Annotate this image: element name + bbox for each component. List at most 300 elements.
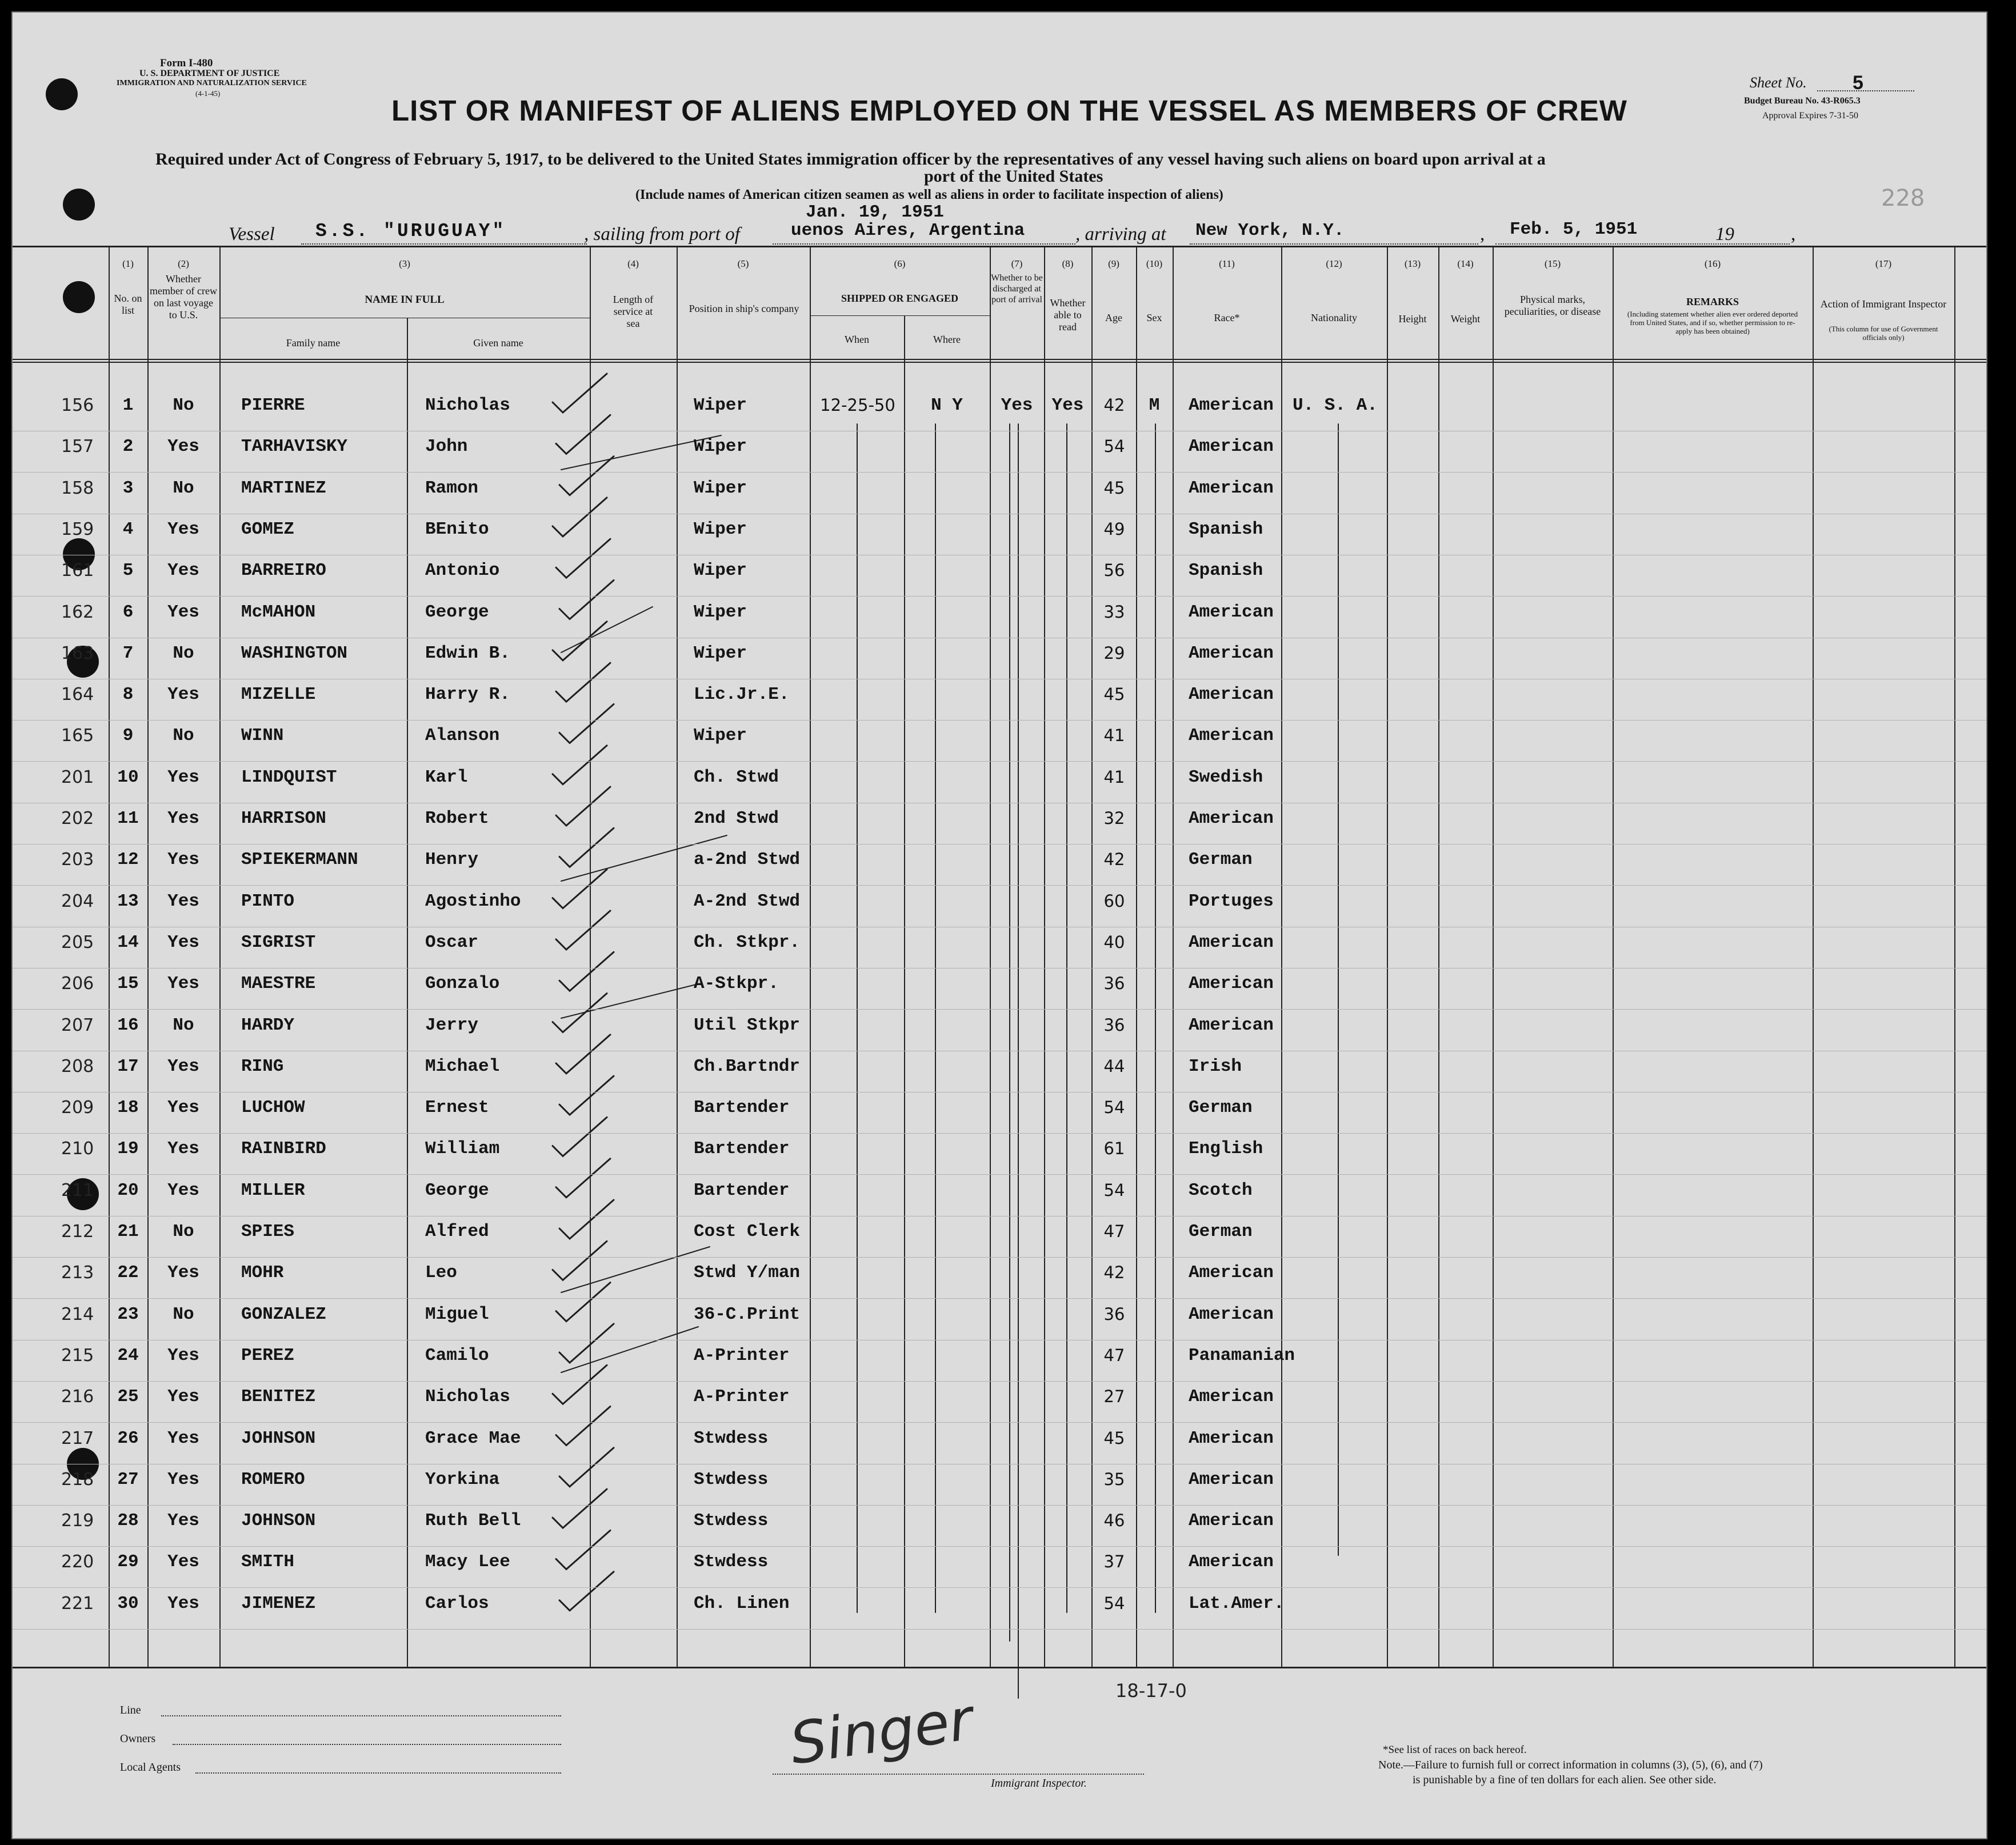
row-race: American xyxy=(1189,685,1274,705)
row-position: A-2nd Stwd xyxy=(694,891,801,911)
row-no: 26 xyxy=(117,1428,139,1448)
row-prev: Yes xyxy=(167,1345,199,1366)
row-position: Wiper xyxy=(694,726,747,746)
row-reference-number: 217 xyxy=(61,1428,94,1448)
row-position: Wiper xyxy=(694,561,747,581)
row-age: 32 xyxy=(1103,809,1125,828)
row-no: 15 xyxy=(117,974,139,994)
col17-header: Action of Immigrant Inspector xyxy=(1820,298,1947,310)
row-family: MAESTRE xyxy=(241,974,316,994)
row-prev: Yes xyxy=(167,561,199,581)
row-rule xyxy=(13,1174,1986,1175)
row-no: 29 xyxy=(117,1552,139,1572)
row-position: Bartender xyxy=(694,1139,790,1159)
owners-label: Owners xyxy=(120,1732,156,1745)
row-position: A-Printer xyxy=(694,1387,790,1407)
row-reference-number: 161 xyxy=(61,561,94,581)
col12-header: Nationality xyxy=(1311,312,1357,323)
header-bottom-border xyxy=(13,359,1986,360)
row-position: 2nd Stwd xyxy=(694,809,779,829)
col8-header: Whether able to read xyxy=(1050,297,1086,333)
row-no: 1 xyxy=(122,395,134,415)
row-given: Nicholas xyxy=(425,1387,510,1407)
row-family: HARRISON xyxy=(241,809,326,829)
col3-header: NAME IN FULL xyxy=(365,294,445,306)
row-age: 41 xyxy=(1103,767,1125,787)
row-race: American xyxy=(1189,932,1274,952)
row-reference-number: 216 xyxy=(61,1387,94,1407)
row-position: Ch. Stwd xyxy=(694,767,779,787)
arriving-port: New York, N.Y. xyxy=(1195,221,1345,241)
agents-dots xyxy=(195,1772,561,1774)
row-given: Macy Lee xyxy=(425,1552,510,1572)
row-family: HARDY xyxy=(241,1015,295,1035)
row-rule xyxy=(13,1587,1986,1588)
table-bottom-border xyxy=(13,1667,1986,1668)
row-family: WINN xyxy=(241,726,284,746)
row-reference-number: 208 xyxy=(61,1056,94,1076)
row-no: 18 xyxy=(117,1098,139,1118)
row-given: Yorkina xyxy=(425,1469,500,1490)
row-reference-number: 220 xyxy=(61,1552,94,1572)
col10-num: (10) xyxy=(1146,258,1163,269)
row-position: Stwdess xyxy=(694,1428,769,1448)
row-no: 25 xyxy=(117,1387,139,1407)
row-age: 29 xyxy=(1103,643,1125,663)
row-prev: No xyxy=(173,726,194,746)
col3-num: (3) xyxy=(399,258,410,269)
punch-hole xyxy=(46,78,78,110)
col4-num: (4) xyxy=(627,258,639,269)
row-reference-number: 203 xyxy=(61,850,94,870)
row-prev: No xyxy=(173,478,194,498)
col-line-10 xyxy=(1136,246,1137,1667)
row-age: 60 xyxy=(1103,891,1125,911)
row-race: English xyxy=(1189,1139,1263,1159)
row-family: ROMERO xyxy=(241,1469,305,1490)
row-family: GOMEZ xyxy=(241,519,295,539)
form-number: Form I-480 xyxy=(160,57,213,69)
col-line-16 xyxy=(1613,246,1614,1667)
row-no: 23 xyxy=(117,1304,139,1324)
col16-note: (Including statement whether alien ever ordered deported from United States, and if so, whether permission to re-apply has been obtained) xyxy=(1627,310,1798,335)
row-read: Yes xyxy=(1051,395,1084,415)
col1-num: (1) xyxy=(122,258,134,269)
races-note: *See list of races on back hereof. xyxy=(1383,1744,1527,1756)
row-prev: Yes xyxy=(167,519,199,539)
row-family: PINTO xyxy=(241,891,295,911)
row-position: Lic.Jr.E. xyxy=(694,685,790,705)
row-family: BENITEZ xyxy=(241,1387,316,1407)
row-prev: No xyxy=(173,1304,194,1324)
row-prev: Yes xyxy=(167,1387,199,1407)
row-age: 41 xyxy=(1103,726,1125,746)
row-reference-number: 221 xyxy=(61,1593,94,1614)
row-position: Wiper xyxy=(694,437,747,457)
row-age: 40 xyxy=(1103,932,1125,952)
row-given: BEnito xyxy=(425,519,489,539)
row-rule xyxy=(13,1505,1986,1506)
row-race: American xyxy=(1189,478,1274,498)
row-reference-number: 206 xyxy=(61,974,94,994)
row-no: 21 xyxy=(117,1222,139,1242)
col4-header: Length of service at sea xyxy=(613,294,654,329)
col6-num: (6) xyxy=(894,258,906,269)
arrival-date: Feb. 5, 1951 xyxy=(1510,219,1638,239)
row-prev: Yes xyxy=(167,891,199,911)
row-reference-number: 158 xyxy=(61,478,94,498)
row-age: 42 xyxy=(1103,850,1125,870)
row-prev: Yes xyxy=(167,1263,199,1283)
row-prev: No xyxy=(173,395,194,415)
row-position: Ch. Linen xyxy=(694,1593,790,1614)
row-rule xyxy=(13,472,1986,473)
row-age: 61 xyxy=(1103,1139,1125,1159)
col-line-4 xyxy=(590,246,591,1667)
col14-num: (14) xyxy=(1457,258,1474,269)
col-line-5 xyxy=(677,246,678,1667)
sailing-line xyxy=(773,243,1075,245)
row-prev: Yes xyxy=(167,437,199,457)
row-race: American xyxy=(1189,437,1274,457)
row-when: 12-25-50 xyxy=(820,395,895,415)
row-rule xyxy=(13,1629,1986,1630)
col-line-11 xyxy=(1173,246,1174,1667)
row-family: RING xyxy=(241,1056,284,1076)
row-prev: Yes xyxy=(167,1428,199,1448)
manifest-page xyxy=(11,11,1987,1839)
row-family: MARTINEZ xyxy=(241,478,326,498)
row-position: Wiper xyxy=(694,395,747,415)
col-line-6 xyxy=(810,246,811,1667)
row-family: PIERRE xyxy=(241,395,305,415)
row-reference-number: 201 xyxy=(61,767,94,787)
row-no: 2 xyxy=(122,437,134,457)
row-given: Grace Mae xyxy=(425,1428,521,1448)
row-family: PEREZ xyxy=(241,1345,295,1366)
row-age: 56 xyxy=(1103,561,1125,581)
row-given: Miguel xyxy=(425,1304,489,1324)
col-line-17 xyxy=(1813,246,1814,1667)
year-prefix: 19 xyxy=(1715,224,1734,245)
row-given: Alanson xyxy=(425,726,500,746)
col2-header: Whether member of crew on last voyage to U.S. xyxy=(150,273,217,321)
row-family: GONZALEZ xyxy=(241,1304,326,1324)
row-position: 36-C.Print xyxy=(694,1304,801,1324)
agents-label: Local Agents xyxy=(120,1761,181,1774)
col-line-3 xyxy=(219,246,221,1667)
col-line-12 xyxy=(1281,246,1282,1667)
row-no: 30 xyxy=(117,1593,139,1614)
col10-header: Sex xyxy=(1146,312,1162,323)
row-rule xyxy=(13,844,1986,845)
row-reference-number: 164 xyxy=(61,685,94,705)
row-reference-number: 162 xyxy=(61,602,94,622)
row-no: 24 xyxy=(117,1345,139,1366)
row-family: MILLER xyxy=(241,1180,305,1200)
col-line-1 xyxy=(109,246,110,1667)
col1-header: No. on list xyxy=(114,293,142,316)
row-given: Ernest xyxy=(425,1098,489,1118)
row-reference-number: 205 xyxy=(61,932,94,952)
col-line-13 xyxy=(1387,246,1388,1667)
row-position: A-Printer xyxy=(694,1345,790,1366)
col2-num: (2) xyxy=(178,258,189,269)
page-stamp-number: 228 xyxy=(1881,185,1925,211)
row-family: JOHNSON xyxy=(241,1428,316,1448)
row-position: Ch. Stkpr. xyxy=(694,932,801,952)
row-rule xyxy=(13,885,1986,886)
inspector-label: Immigrant Inspector. xyxy=(991,1777,1087,1790)
row-sex: M xyxy=(1149,395,1160,415)
row-age: 27 xyxy=(1103,1387,1125,1407)
row-given: Antonio xyxy=(425,561,500,581)
row-race: German xyxy=(1189,1098,1253,1118)
row-age: 47 xyxy=(1103,1345,1125,1365)
row-race: American xyxy=(1189,1428,1274,1448)
col9-num: (9) xyxy=(1108,258,1119,269)
col-line-18 xyxy=(1954,246,1955,1667)
row-no: 22 xyxy=(117,1263,139,1283)
row-prev: Yes xyxy=(167,1056,199,1076)
row-age: 35 xyxy=(1103,1469,1125,1489)
row-prev: Yes xyxy=(167,685,199,705)
row-given: George xyxy=(425,1180,489,1200)
row-family: LINDQUIST xyxy=(241,767,337,787)
row-reference-number: 212 xyxy=(61,1222,94,1242)
comma: , xyxy=(1480,224,1485,245)
row-reference-number: 210 xyxy=(61,1139,94,1159)
row-rule xyxy=(13,761,1986,762)
line-label: Line xyxy=(120,1704,141,1716)
row-given: Nicholas xyxy=(425,395,510,415)
row-rule xyxy=(13,1381,1986,1382)
inspector-dots xyxy=(773,1774,1144,1775)
row-given: Harry R. xyxy=(425,685,510,705)
col3a-header: Family name xyxy=(286,337,341,349)
col15-header: Physical marks, peculiarities, or disease xyxy=(1504,294,1601,317)
row-family: RAINBIRD xyxy=(241,1139,326,1159)
row-race: American xyxy=(1189,1263,1274,1283)
row-age: 37 xyxy=(1103,1552,1125,1572)
row-reference-number: 209 xyxy=(61,1098,94,1118)
row-no: 19 xyxy=(117,1139,139,1159)
punch-hole xyxy=(63,189,95,221)
row-no: 5 xyxy=(122,561,134,581)
row-position: Bartender xyxy=(694,1180,790,1200)
row-prev: Yes xyxy=(167,809,199,829)
col6b-header: Where xyxy=(933,334,961,345)
col13-num: (13) xyxy=(1404,258,1421,269)
row-age: 42 xyxy=(1103,395,1125,415)
row-where: N Y xyxy=(931,395,963,415)
row-race: American xyxy=(1189,1511,1274,1531)
row-age: 44 xyxy=(1103,1056,1125,1076)
row-age: 46 xyxy=(1103,1511,1125,1531)
row-race: Lat.Amer. xyxy=(1189,1593,1285,1614)
row-age: 36 xyxy=(1103,1304,1125,1324)
row-race: American xyxy=(1189,809,1274,829)
row-reference-number: 165 xyxy=(61,726,94,746)
row-race: Scotch xyxy=(1189,1180,1253,1200)
col16-header: REMARKS xyxy=(1686,296,1739,307)
row-given: Alfred xyxy=(425,1222,489,1242)
arriving-line xyxy=(1190,243,1478,245)
row-reference-number: 215 xyxy=(61,1345,94,1366)
col6-header: SHIPPED OR ENGAGED xyxy=(841,293,959,304)
col7-header: Whether to be discharged at port of arrival xyxy=(991,273,1043,305)
row-no: 3 xyxy=(122,478,134,498)
row-position: Bartender xyxy=(694,1098,790,1118)
row-race: American xyxy=(1189,1469,1274,1490)
col17-num: (17) xyxy=(1875,258,1892,269)
row-no: 28 xyxy=(117,1511,139,1531)
row-age: 47 xyxy=(1103,1222,1125,1241)
row-race: American xyxy=(1189,1387,1274,1407)
row-position: Stwdess xyxy=(694,1511,769,1531)
col6a-header: When xyxy=(845,334,869,345)
row-prev: Yes xyxy=(167,932,199,952)
col-line-14 xyxy=(1438,246,1439,1667)
row-no: 16 xyxy=(117,1015,139,1035)
vessel-label: Vessel xyxy=(229,224,275,245)
row-given: Gonzalo xyxy=(425,974,500,994)
row-race: Panamanian xyxy=(1189,1345,1295,1366)
col-line-3b xyxy=(407,318,408,1667)
row-race: German xyxy=(1189,850,1253,870)
row-rule xyxy=(13,596,1986,597)
row-family: SMITH xyxy=(241,1552,295,1572)
row-no: 20 xyxy=(117,1180,139,1200)
row-nationality: U. S. A. xyxy=(1293,395,1378,415)
row-given: Ruth Bell xyxy=(425,1511,521,1531)
form-edition: (4-1-45) xyxy=(195,89,221,98)
row-rule xyxy=(13,1009,1986,1010)
row-given: Jerry xyxy=(425,1015,479,1035)
row-position: Wiper xyxy=(694,643,747,663)
row-discharged: Yes xyxy=(1001,395,1033,415)
penalty-note-1: Note.—Failure to furnish full or correct information in columns (3), (5), (6), and (7) xyxy=(1378,1759,1763,1771)
row-given: Robert xyxy=(425,809,489,829)
col12-num: (12) xyxy=(1326,258,1342,269)
shipped-subheader-line xyxy=(810,315,990,316)
col-line-15 xyxy=(1493,246,1494,1667)
punch-hole xyxy=(63,281,95,313)
header-double-border xyxy=(13,362,1986,363)
row-no: 12 xyxy=(117,850,139,870)
row-prev: Yes xyxy=(167,1180,199,1200)
comma: , xyxy=(1791,224,1796,245)
row-position: a-2nd Stwd xyxy=(694,850,801,870)
row-race: German xyxy=(1189,1222,1253,1242)
row-family: SIGRIST xyxy=(241,932,316,952)
row-age: 36 xyxy=(1103,974,1125,994)
row-given: John xyxy=(425,437,468,457)
row-rule xyxy=(13,720,1986,721)
row-given: Camilo xyxy=(425,1345,489,1366)
form-service: IMMIGRATION AND NATURALIZATION SERVICE xyxy=(117,79,307,87)
row-position: Util Stkpr xyxy=(694,1015,801,1035)
row-race: Swedish xyxy=(1189,767,1263,787)
row-position: Wiper xyxy=(694,478,747,498)
row-position: Stwdess xyxy=(694,1552,769,1572)
penalty-note-2: is punishable by a fine of ten dollars for each alien. See other side. xyxy=(1413,1774,1717,1786)
col17-note: (This column for use of Government officials only) xyxy=(1829,325,1938,342)
col5-header: Position in ship's company xyxy=(689,303,799,314)
row-family: JOHNSON xyxy=(241,1511,316,1531)
row-age: 54 xyxy=(1103,1593,1125,1613)
row-position: Cost Clerk xyxy=(694,1222,801,1242)
row-given: Henry xyxy=(425,850,479,870)
row-given: Carlos xyxy=(425,1593,489,1614)
col13-header: Height xyxy=(1398,313,1427,325)
row-prev: No xyxy=(173,1015,194,1035)
sailing-label: , sailing from port of xyxy=(584,224,740,245)
sheet-label: Sheet No. xyxy=(1750,74,1807,91)
subtitle-note: (Include names of American citizen seamen as well as aliens in order to facilitate inspection of aliens) xyxy=(635,187,1223,202)
row-prev: Yes xyxy=(167,974,199,994)
row-given: Ramon xyxy=(425,478,479,498)
row-family: SPIEKERMANN xyxy=(241,850,358,870)
manifest-title: LIST OR MANIFEST OF ALIENS EMPLOYED ON THE VESSEL AS MEMBERS OF CREW xyxy=(391,94,1627,127)
row-no: 14 xyxy=(117,932,139,952)
form-department: U. S. DEPARTMENT OF JUSTICE xyxy=(139,69,280,78)
row-given: Edwin B. xyxy=(425,643,510,663)
sheet-line xyxy=(1817,90,1914,91)
row-family: SPIES xyxy=(241,1222,295,1242)
row-prev: Yes xyxy=(167,1098,199,1118)
row-reference-number: 159 xyxy=(61,519,94,539)
row-family: WASHINGTON xyxy=(241,643,348,663)
row-reference-number: 202 xyxy=(61,809,94,829)
row-rule xyxy=(13,1133,1986,1134)
row-prev: Yes xyxy=(167,1139,199,1159)
sheet-number: 5 xyxy=(1853,72,1863,94)
row-age: 45 xyxy=(1103,685,1125,705)
col16-num: (16) xyxy=(1704,258,1721,269)
row-position: Ch.Bartndr xyxy=(694,1056,801,1076)
table-top-border xyxy=(13,246,1986,247)
row-rule xyxy=(13,1422,1986,1423)
row-reference-number: 163 xyxy=(61,643,94,663)
row-given: Oscar xyxy=(425,932,479,952)
row-race: Portuges xyxy=(1189,891,1274,911)
row-given: George xyxy=(425,602,489,622)
year-line xyxy=(1738,243,1790,245)
row-no: 7 xyxy=(122,643,134,663)
budget-number: Budget Bureau No. 43-R065.3 xyxy=(1744,96,1861,106)
row-position: Wiper xyxy=(694,602,747,622)
col-line-7 xyxy=(990,246,991,1667)
row-position: Wiper xyxy=(694,519,747,539)
row-prev: Yes xyxy=(167,767,199,787)
row-position: A-Stkpr. xyxy=(694,974,779,994)
row-age: 45 xyxy=(1103,478,1125,498)
approval-expires: Approval Expires 7-31-50 xyxy=(1762,111,1858,121)
row-prev: No xyxy=(173,1222,194,1242)
row-family: MOHR xyxy=(241,1263,284,1283)
row-rule xyxy=(13,1298,1986,1299)
col-line-2 xyxy=(147,246,149,1667)
row-reference-number: 214 xyxy=(61,1304,94,1324)
row-race: Irish xyxy=(1189,1056,1242,1076)
row-reference-number: 204 xyxy=(61,891,94,911)
row-family: BARREIRO xyxy=(241,561,326,581)
row-age: 54 xyxy=(1103,1098,1125,1118)
tally-note: 18-17-0 xyxy=(1115,1680,1187,1702)
col3b-header: Given name xyxy=(473,337,523,349)
row-reference-number: 157 xyxy=(61,437,94,457)
